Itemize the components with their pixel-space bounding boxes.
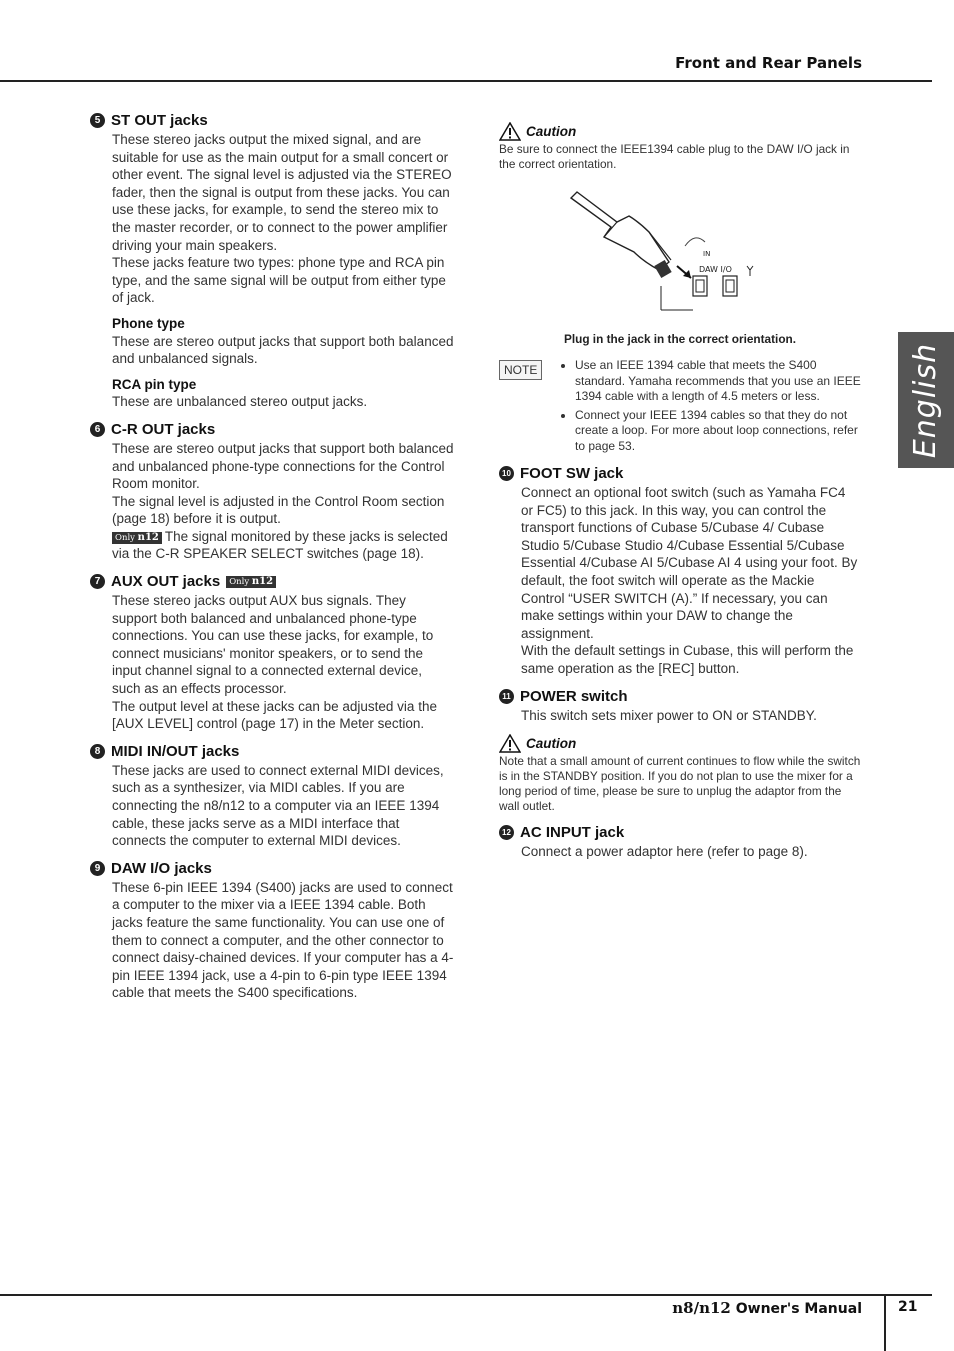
section-title: DAW I/O jacks (111, 859, 212, 877)
running-header: Front and Rear Panels (675, 54, 862, 72)
section-number: 10 (499, 466, 514, 481)
section-number: 7 (90, 574, 105, 589)
warning-triangle-icon (499, 122, 521, 141)
section-aux-out (90, 573, 454, 733)
paragraph: These are stereo output jacks that support both balanced and unbalanced signals. (112, 333, 454, 367)
paragraph: These jacks feature two types: phone type and RCA pin type, and the same signal will be output from either type of jack. (112, 255, 446, 306)
footer-divider (884, 1296, 886, 1351)
paragraph: These 6-pin IEEE 1394 (S400) jacks are used to connect a computer to the mixer via a IEEE 1394 cable. Both jacks feature the same functionality. You can use one of them to connect a computer, and the other connector to connect daisy-chained devices. If your computer has a 4-pin IEEE 1394 jack, use a 4-pin to 6-pin type IEEE 1394 cable that meets the S400 specifications. (112, 879, 454, 1001)
cable-orientation-figure (499, 182, 861, 330)
section-title: AC INPUT jack (520, 824, 625, 842)
language-tab-label: English (908, 342, 944, 458)
left-column (90, 112, 454, 1012)
section-st-out (90, 112, 454, 411)
paragraph: The output level at these jacks can be adjusted via the [AUX LEVEL] control (page 17) in the Meter section. (112, 698, 437, 732)
section-title: C-R OUT jacks (111, 420, 216, 438)
only-model-badge: Only n12 (112, 532, 162, 544)
paragraph: This switch sets mixer power to ON or STANDBY. (521, 707, 817, 723)
section-number: 9 (90, 861, 105, 876)
section-title: ST OUT jacks (111, 112, 208, 129)
caution-box (499, 734, 861, 814)
paragraph: These are unbalanced stereo output jacks. (112, 394, 368, 410)
section-number: 8 (90, 744, 105, 759)
section-title: POWER switch (520, 687, 628, 705)
caution-text: Note that a small amount of current continues to flow while the switch is in the STANDBY position. If you do not plan to use the mixer for a long period of time, please be sure to unplug the adaptor from the wall outlet. (499, 754, 861, 814)
note-label: NOTE (499, 360, 542, 380)
language-tab (898, 332, 954, 468)
footer-manual-label: Owner's Manual (735, 1301, 862, 1317)
figure-caption: Plug in the jack in the correct orientation. (563, 332, 797, 346)
warning-triangle-icon (499, 734, 521, 753)
subsection-title: RCA pin type (112, 376, 197, 392)
figure-label-in: IN (703, 250, 711, 258)
ieee1394-plug-illustration (499, 182, 861, 330)
only-model-badge: Only n12 (226, 576, 276, 588)
header-rule (0, 80, 932, 82)
footer-model: n8/n12 (672, 1299, 731, 1317)
section-title: MIDI IN/OUT jacks (111, 742, 240, 760)
note-list (553, 358, 861, 457)
paragraph: These stereo jacks output AUX bus signals. They support both balanced and unbalanced phone-type connections. You can use these jacks, for example, to connect musicians' monitor speakers, or to send the input channel signal to a connected external device, such as an effects processor. (112, 593, 434, 697)
section-power (499, 688, 861, 725)
paragraph: Connect an optional foot switch (such as Yamaha FC4 or FC5) to this jack. In this way, you can control the transport functions of Cubase 5/Cubase 4/ Cubase Studio 5/Cubase Studio 4/Cubase Essential 5/Cubase Essential 4/Cubase AI 5/Cubase AI 4 using your foot. By default, the foot switch will operate as the Mackie Control “USER SWITCH (A).” If necessary, you can make settings within your DAW to change the assignment. (521, 485, 858, 641)
paragraph: Only n12 The signal monitored by these jacks is selected via the C-R SPEAKER SELECT switches (page 18). (112, 528, 448, 562)
page-number: 21 (898, 1299, 918, 1315)
note-box (499, 358, 861, 457)
section-number: 11 (499, 689, 514, 704)
paragraph: With the default settings in Cubase, this will perform the same operation as the [REC] button. (521, 643, 854, 676)
section-number: 5 (90, 113, 105, 128)
section-title: AUX OUT jacks (111, 573, 221, 591)
section-title: FOOT SW jack (520, 465, 624, 482)
list-item: • Connect your IEEE 1394 cables so that they do not create a loop. For more about loop connections, refer to page 53. (575, 408, 861, 455)
paragraph: These stereo jacks output the mixed signal, and are suitable for use as the main output for a small concert or other event. The signal level is adjusted via the STEREO fader, then the signal is output from these jacks. You can use these jacks, for example, to send the stereo mix to the master recorder, or to connect to the power amplifier driving your main speakers. (112, 132, 452, 253)
section-number: 6 (90, 422, 105, 437)
section-midi (90, 743, 454, 850)
paragraph: These jacks are used to connect external MIDI devices, such as a synthesizer, via MIDI cables. If you are connecting the n8/n12 to a computer via an IEEE 1394 cable, these jacks serve as a MIDI interface that connects the computer to external MIDI devices. (112, 762, 444, 849)
section-daw-io (90, 860, 454, 1002)
section-cr-out (90, 421, 454, 563)
section-ac-input (499, 824, 861, 861)
figure-label-daw-io: DAW I/O (699, 265, 732, 274)
note-badge (499, 358, 553, 382)
paragraph: These are stereo output jacks that support both balanced and unbalanced phone-type connections for the Control Room monitor. (112, 440, 454, 492)
paragraph: The signal level is adjusted in the Control Room section (page 18) before it is output. (112, 493, 445, 527)
subsection-title: Phone type (112, 315, 185, 331)
list-item: • Use an IEEE 1394 cable that meets the S400 standard. Yamaha recommends that you use an IEEE 1394 cable with a length of 4.5 meters or less. (575, 358, 861, 405)
right-column (499, 122, 861, 871)
caution-label: Caution (526, 124, 577, 139)
caution-text: Be sure to connect the IEEE1394 cable plug to the DAW I/O jack in the correct orientation. (499, 142, 850, 171)
section-number: 12 (499, 825, 514, 840)
caution-label: Caution (526, 736, 577, 752)
footer-manual-title (672, 1299, 862, 1317)
section-foot-sw (499, 465, 861, 678)
caution-box (499, 122, 861, 172)
paragraph: Connect a power adaptor here (refer to page 8). (521, 844, 808, 860)
footer-rule (0, 1294, 932, 1296)
